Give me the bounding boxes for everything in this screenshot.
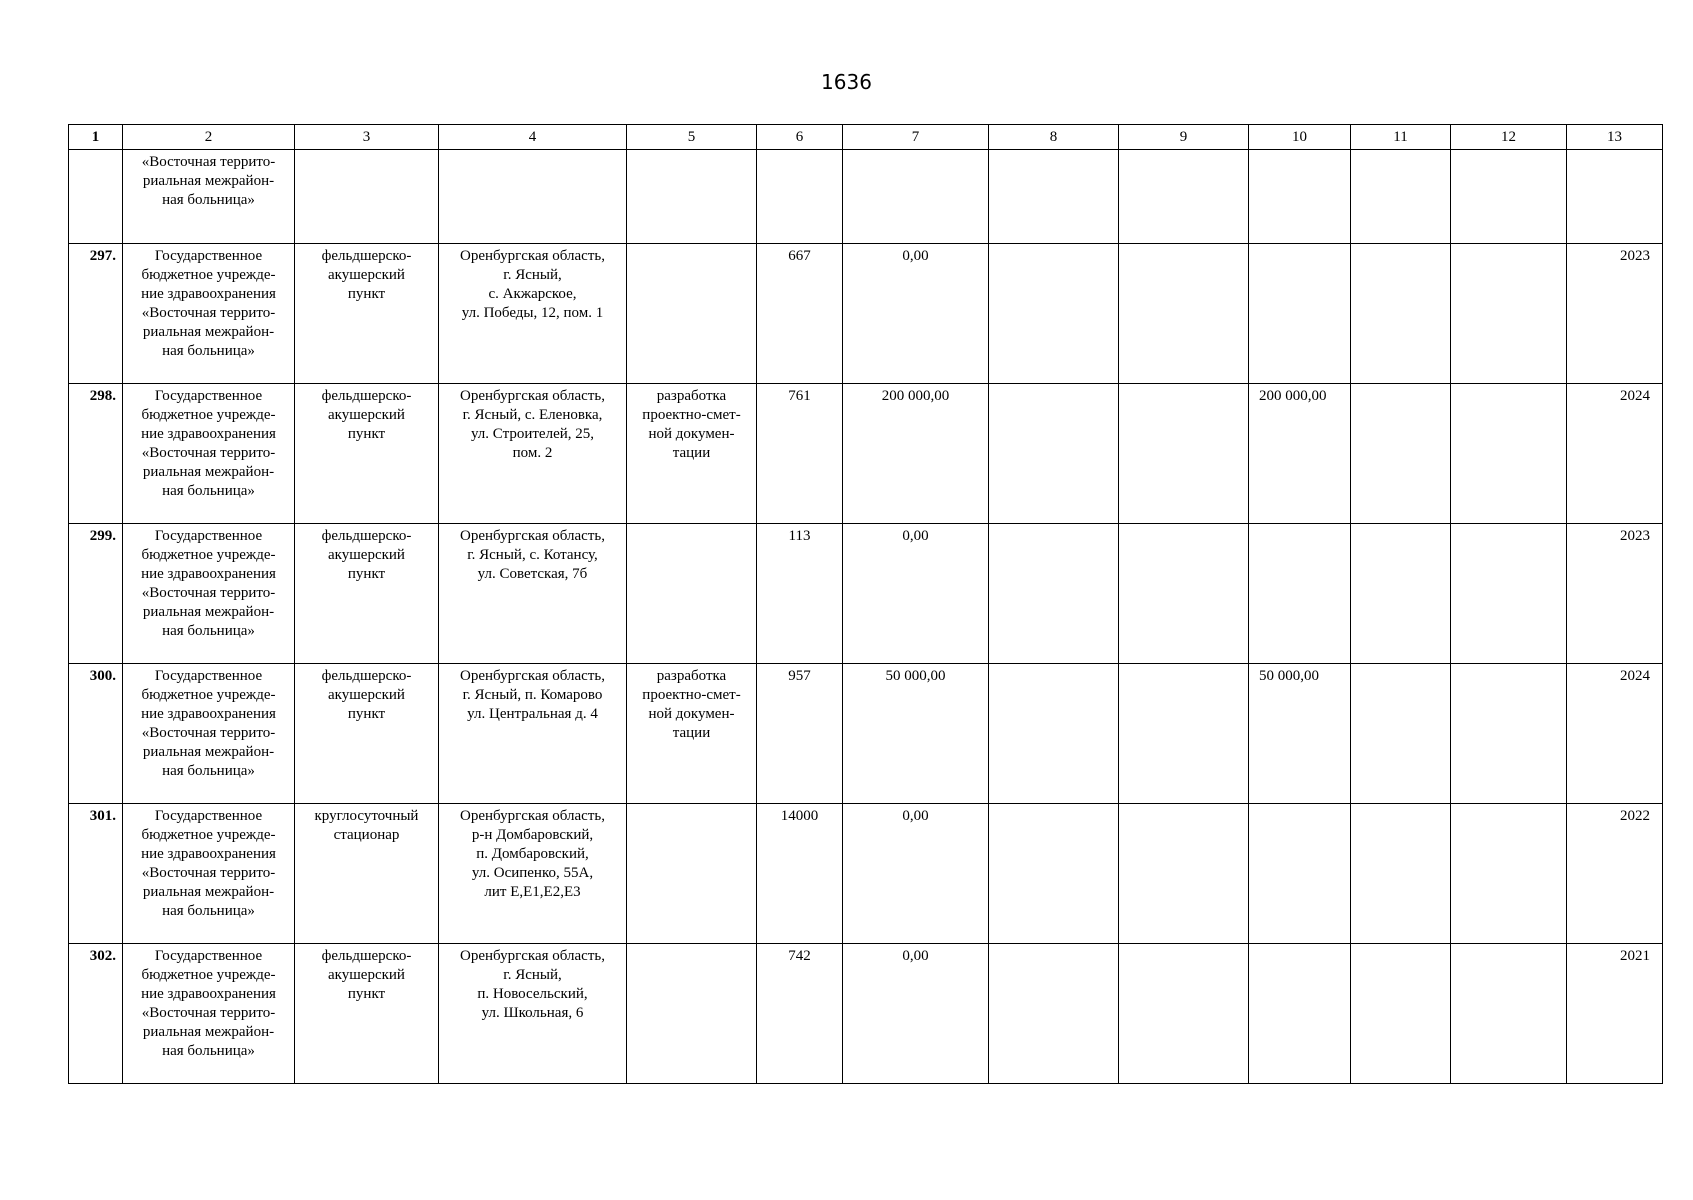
col8-cell [989,384,1119,524]
table-row [69,384,1663,524]
col6-cell [757,804,843,944]
col6-cell [757,524,843,664]
work-type-cell [627,804,757,944]
organization-cell-text: Государственное бюджетное учрежде- ние здравоохранения «Восточная террито- риальная межрайон- ная больница» [141,248,276,359]
organization-cell-text: «Восточная террито- риальная межрайон- ная больница» [141,154,276,208]
col8-cell [989,664,1119,804]
column-header: 13 [1567,125,1663,150]
work-type-cell [627,244,757,384]
facility-type-cell [295,664,439,804]
year-cell [1567,944,1663,1084]
organization-cell [123,664,295,804]
row-number [69,944,123,1084]
col7-amount-cell [843,524,989,664]
col11-cell [1351,244,1451,384]
table-row [69,524,1663,664]
column-header: 6 [757,125,843,150]
col10-amount-cell [1249,944,1351,1084]
address-cell-text: Оренбургская область, р-н Домбаровский, п. Домбаровский, ул. Осипенко, 55А, лит Е,Е1,Е2,Е3 [460,808,605,900]
col10-amount-cell-text: 50 000,00 [1259,668,1319,684]
organization-cell-text: Государственное бюджетное учрежде- ние здравоохранения «Восточная террито- риальная межрайон- ная больница» [141,948,276,1059]
address-cell [439,944,627,1084]
col9-cell [1119,384,1249,524]
work-type-cell [627,944,757,1084]
row-number-text: 302. [89,948,116,964]
col7-amount-cell-text: 0,00 [902,248,929,264]
col12-cell [1451,150,1567,244]
col8-cell [989,944,1119,1084]
organization-cell [123,384,295,524]
year-cell-text: 2024 [1620,388,1650,404]
year-cell-text: 2022 [1620,808,1650,824]
col11-cell [1351,944,1451,1084]
year-cell-text: 2023 [1620,248,1650,264]
year-cell-text: 2023 [1620,528,1650,544]
year-cell [1567,244,1663,384]
facility-type-cell-text: фельдшерско- акушерский пункт [321,388,412,442]
column-header: 10 [1249,125,1351,150]
organization-cell [123,150,295,244]
column-header: 1 [69,125,123,150]
col9-cell [1119,944,1249,1084]
col6-cell-text: 742 [788,948,811,964]
facility-type-cell [295,384,439,524]
col7-amount-cell [843,664,989,804]
work-type-cell-text: разработка проектно-смет- ной докумен- тации [642,388,741,461]
address-cell [439,664,627,804]
facility-type-cell [295,524,439,664]
col11-cell [1351,384,1451,524]
address-cell-text: Оренбургская область, г. Ясный, с. Акжарское, ул. Победы, 12, пом. 1 [460,248,605,321]
row-number-text: 299. [89,528,116,544]
table-row [69,664,1663,804]
col10-amount-cell [1249,664,1351,804]
col7-amount-cell [843,944,989,1084]
row-number [69,664,123,804]
organization-cell [123,804,295,944]
row-number-text: 300. [89,668,116,684]
col7-amount-cell [843,804,989,944]
address-cell [439,524,627,664]
col9-cell [1119,244,1249,384]
col6-cell [757,944,843,1084]
organization-cell-text: Государственное бюджетное учрежде- ние здравоохранения «Восточная террито- риальная межрайон- ная больница» [141,528,276,639]
work-type-cell [627,524,757,664]
address-cell-text: Оренбургская область, г. Ясный, с. Котансу, ул. Советская, 7б [460,528,605,582]
col7-amount-cell [843,384,989,524]
table-row [69,150,1663,244]
col9-cell [1119,150,1249,244]
col8-cell [989,804,1119,944]
col6-cell-text: 14000 [780,808,819,824]
col7-amount-cell-text: 0,00 [902,808,929,824]
facility-type-cell [295,150,439,244]
facilities-table [68,124,1663,1084]
row-number [69,244,123,384]
address-cell-text: Оренбургская область, г. Ясный, п. Новосельский, ул. Школьная, 6 [460,948,605,1021]
page-number: 1636 [821,70,872,94]
col12-cell [1451,944,1567,1084]
row-number [69,524,123,664]
work-type-cell [627,384,757,524]
year-cell-text: 2021 [1620,948,1650,964]
facility-type-cell-text: круглосуточный стационар [314,808,419,843]
column-header: 9 [1119,125,1249,150]
table-row [69,944,1663,1084]
year-cell-text: 2024 [1620,668,1650,684]
col12-cell [1451,804,1567,944]
address-cell-text: Оренбургская область, г. Ясный, п. Комарово ул. Центральная д. 4 [460,668,605,722]
row-number [69,804,123,944]
col6-cell [757,664,843,804]
col6-cell-text: 113 [788,528,811,544]
column-header: 5 [627,125,757,150]
facility-type-cell-text: фельдшерско- акушерский пункт [321,948,412,1002]
row-number [69,150,123,244]
col12-cell [1451,524,1567,664]
col8-cell [989,150,1119,244]
col11-cell [1351,664,1451,804]
col7-amount-cell-text: 200 000,00 [881,388,950,404]
col6-cell [757,244,843,384]
col6-cell [757,150,843,244]
year-cell [1567,384,1663,524]
year-cell [1567,804,1663,944]
col10-amount-cell [1249,804,1351,944]
col8-cell [989,244,1119,384]
facility-type-cell [295,244,439,384]
col12-cell [1451,664,1567,804]
col7-amount-cell-text: 50 000,00 [885,668,946,684]
work-type-cell-text: разработка проектно-смет- ной докумен- тации [642,668,741,741]
organization-cell [123,944,295,1084]
facility-type-cell-text: фельдшерско- акушерский пункт [321,248,412,302]
col6-cell-text: 957 [788,668,811,684]
column-header: 4 [439,125,627,150]
col10-amount-cell [1249,244,1351,384]
facility-type-cell-text: фельдшерско- акушерский пункт [321,668,412,722]
column-header: 11 [1351,125,1451,150]
row-number-text: 298. [89,388,116,404]
facility-type-cell [295,804,439,944]
facility-type-cell [295,944,439,1084]
column-header: 8 [989,125,1119,150]
organization-cell-text: Государственное бюджетное учрежде- ние здравоохранения «Восточная террито- риальная межрайон- ная больница» [141,668,276,779]
address-cell-text: Оренбургская область, г. Ясный, с. Еленовка, ул. Строителей, 25, пом. 2 [460,388,605,461]
column-header: 7 [843,125,989,150]
organization-cell [123,524,295,664]
row-number [69,384,123,524]
col10-amount-cell [1249,524,1351,664]
year-cell [1567,150,1663,244]
col6-cell-text: 761 [788,388,811,404]
col11-cell [1351,804,1451,944]
col7-amount-cell [843,244,989,384]
facility-type-cell-text: фельдшерско- акушерский пункт [321,528,412,582]
organization-cell-text: Государственное бюджетное учрежде- ние здравоохранения «Восточная террито- риальная межрайон- ная больница» [141,808,276,919]
col12-cell [1451,384,1567,524]
year-cell [1567,524,1663,664]
col10-amount-cell [1249,150,1351,244]
col6-cell-text: 667 [788,248,811,264]
work-type-cell [627,664,757,804]
row-number-text: 297. [89,248,116,264]
column-header: 2 [123,125,295,150]
col10-amount-cell [1249,384,1351,524]
column-number-row [69,125,1663,150]
year-cell [1567,664,1663,804]
col8-cell [989,524,1119,664]
col11-cell [1351,524,1451,664]
col12-cell [1451,244,1567,384]
column-header: 3 [295,125,439,150]
organization-cell-text: Государственное бюджетное учрежде- ние здравоохранения «Восточная террито- риальная межрайон- ная больница» [141,388,276,499]
col9-cell [1119,524,1249,664]
col9-cell [1119,804,1249,944]
col11-cell [1351,150,1451,244]
organization-cell [123,244,295,384]
address-cell [439,384,627,524]
col6-cell [757,384,843,524]
col9-cell [1119,664,1249,804]
address-cell [439,804,627,944]
col10-amount-cell-text: 200 000,00 [1259,388,1327,404]
address-cell [439,150,627,244]
work-type-cell [627,150,757,244]
col7-amount-cell-text: 0,00 [902,528,929,544]
table-row [69,804,1663,944]
col7-amount-cell [843,150,989,244]
table-row [69,244,1663,384]
address-cell [439,244,627,384]
col7-amount-cell-text: 0,00 [902,948,929,964]
row-number-text: 301. [89,808,116,824]
column-header: 12 [1451,125,1567,150]
